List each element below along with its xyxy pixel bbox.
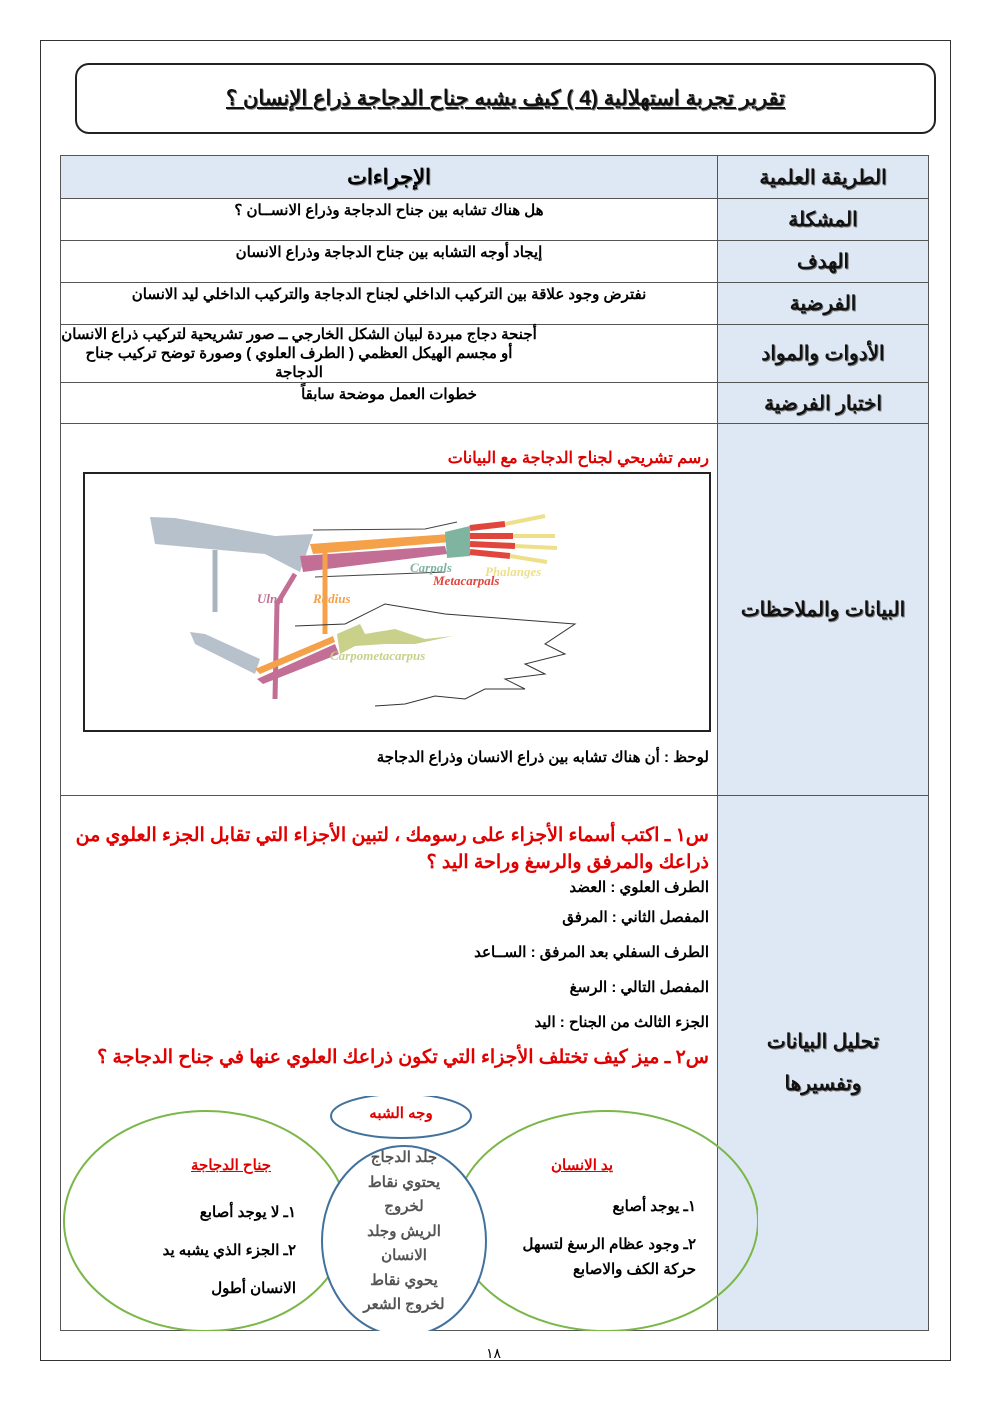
venn-left-item: ١ـ لا يوجد أصابع bbox=[199, 1204, 296, 1221]
carpals-human bbox=[445, 526, 470, 558]
observation-text: لوحظ : أن هناك تشابه بين ذراع الانسان وذراع الدجاجة bbox=[376, 749, 709, 766]
analysis-label: تحليل البيانات وتفسيرها bbox=[718, 796, 929, 1331]
venn-center-title: وجه الشبه bbox=[369, 1105, 433, 1122]
venn-center-line: جلد الدجاج bbox=[370, 1149, 438, 1166]
page-number: ١٨ bbox=[486, 1345, 502, 1361]
answer-item: المفصل التالي : الرسغ bbox=[569, 979, 709, 996]
row-label: المشكلة bbox=[718, 199, 929, 241]
venn-center-line: لخروج bbox=[384, 1198, 424, 1215]
answer-item: الطرف السفلي بعد المرفق : الســاعد bbox=[474, 944, 709, 961]
label-carpometacarpus: Carpometacarpus bbox=[330, 648, 426, 663]
diagram-title: رسم تشريحي لجناح الدجاجة مع البيانات bbox=[447, 450, 709, 467]
label-ulna: Ulna bbox=[257, 591, 284, 606]
label-metacarpals: Metacarpals bbox=[433, 573, 500, 588]
title-box bbox=[75, 63, 936, 134]
data-row bbox=[61, 424, 929, 796]
venn-center-line: الريش وجلد bbox=[367, 1222, 441, 1240]
question-2: س٢ ـ ميز كيف تختلف الأجزاء التي تكون ذراعك العلوي عنها في جناح الدجاجة ؟ bbox=[97, 1047, 709, 1068]
row-content: إيجاد أوجه التشابه بين جناح الدجاجة وذراع الانسان bbox=[61, 241, 718, 283]
label-carpals: Carpals bbox=[410, 560, 452, 575]
label-phalanges: Phalanges bbox=[485, 564, 542, 579]
venn-center-line: يحوي نقاط bbox=[370, 1271, 438, 1289]
venn-center-line: لخروج الشعر bbox=[363, 1296, 445, 1313]
header-method: الطريقة العلمية bbox=[718, 156, 929, 199]
metacarpals-human bbox=[470, 524, 515, 556]
venn-diagram bbox=[61, 1096, 758, 1331]
humerus-human bbox=[150, 517, 313, 572]
table-row bbox=[61, 241, 929, 283]
header-procedures: الإجراءات bbox=[61, 156, 718, 199]
data-label: البيانات والملاحظات bbox=[718, 424, 929, 796]
report-table bbox=[60, 155, 929, 1331]
table-row bbox=[61, 383, 929, 424]
row-label: الهدف bbox=[718, 241, 929, 283]
row-content: نفترض وجود علاقة بين التركيب الداخلي لجناح الدجاجة والتركيب الداخلي ليد الانسان bbox=[61, 283, 718, 325]
page-title: تقرير تجربة استهلالية (4 ) كيف يشبه جناح الدجاجة ذراع الإنسان ؟ bbox=[225, 87, 785, 110]
venn-center-line: يحتوي نقاط bbox=[367, 1173, 441, 1191]
row-label: اختبار الفرضية bbox=[718, 383, 929, 424]
row-content: أجنحة دجاج مبردة لبيان الشكل الخارجي ــ صور تشريحية لتركيب ذراع الانسان أو مجسم الهيكل العظمي ( الطرف العلوي ) وصورة توضح تركيب جناح الدجاجة bbox=[61, 325, 718, 383]
venn-left-title: جناح الدجاجة bbox=[191, 1157, 271, 1174]
venn-right-title: يد الانسان bbox=[551, 1157, 614, 1174]
row-content: هل هناك تشابه بين جناح الدجاجة وذراع الانســان ؟ bbox=[61, 199, 718, 241]
answer-item: الطرف العلوي : العضد bbox=[569, 879, 709, 896]
table-row bbox=[61, 325, 929, 383]
arm-wing-illustration bbox=[85, 474, 709, 730]
venn-left-item: ٢ـ الجزء الذي يشبه يد الانسان أطول bbox=[162, 1242, 296, 1297]
venn-center-line: الانسان bbox=[381, 1247, 427, 1264]
table-row bbox=[61, 199, 929, 241]
question-1: س١ ـ اكتب أسماء الأجزاء على رسومك ، لتبين الأجزاء التي تقابل الجزء العلوي من ذراعك والمرفق والرسغ وراحة اليد ؟ bbox=[75, 825, 709, 873]
humerus-wing bbox=[190, 632, 260, 674]
answer-item: الجزء الثالث من الجناح : اليد bbox=[534, 1014, 709, 1031]
venn-right-item: ١ـ يوجد أصابع bbox=[612, 1198, 696, 1215]
wing-diagram bbox=[83, 472, 711, 732]
label-radius: Radius bbox=[313, 591, 351, 606]
row-content: خطوات العمل موضحة سابقاً bbox=[61, 383, 718, 424]
row-label: الأدوات والمواد bbox=[718, 325, 929, 383]
venn-right-item: ٢ـ وجود عظام الرسغ لتسهل حركة الكف والاصابع bbox=[522, 1236, 696, 1278]
table-row bbox=[61, 283, 929, 325]
answer-item: المفصل الثاني : المرفق bbox=[562, 909, 709, 926]
row-label: الفرضية bbox=[718, 283, 929, 325]
analysis-row bbox=[61, 796, 929, 1331]
